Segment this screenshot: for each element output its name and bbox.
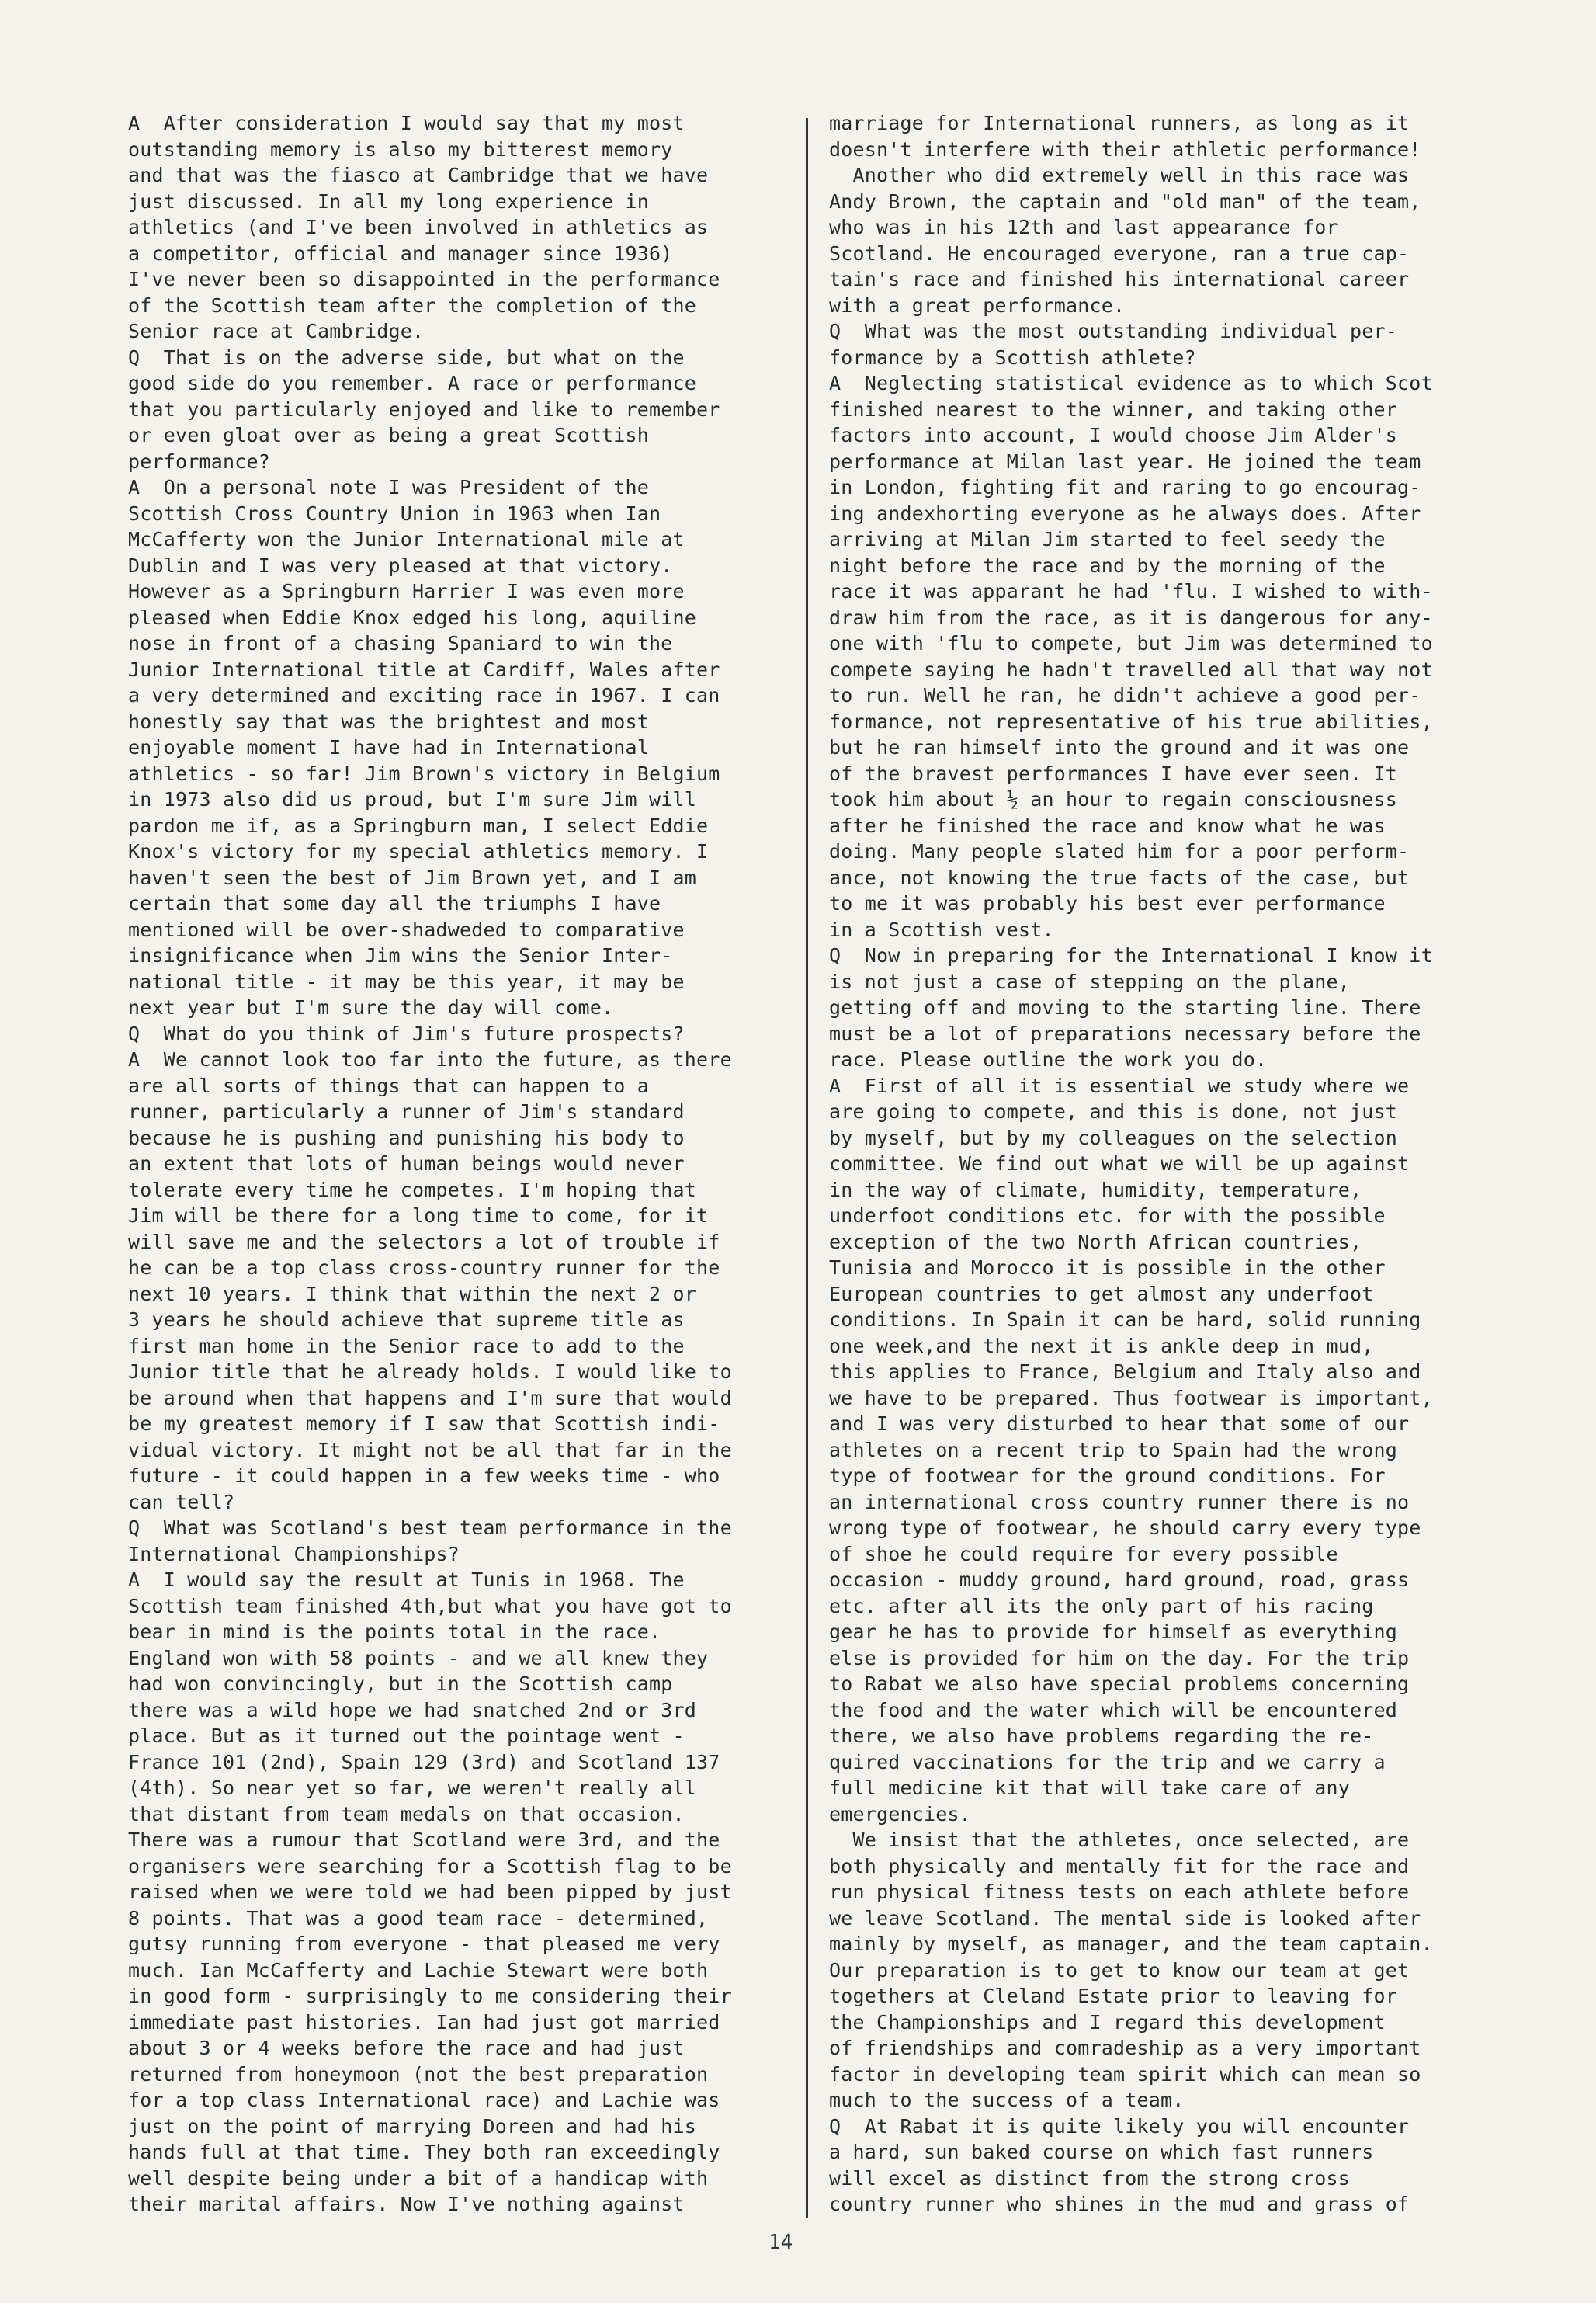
text-line: Dublin and I was very pleased at that victory. [128,554,673,577]
text-line: good side do you remember. A race or performance [128,372,697,394]
column-divider [806,118,808,2218]
text-line: to me it was probably his best ever performance [829,892,1386,915]
text-line: and that was the fiasco at Cambridge that we have [128,164,709,186]
text-line: type of footwear for the ground conditions. For [829,1464,1386,1487]
text-line: formance by a Scottish athlete? [829,346,1196,369]
text-line: run physical fitness tests on each athlete before [829,1881,1410,1903]
text-line: of the bravest performances I have ever seen. It [829,762,1398,785]
text-line: that you particularly enjoyed and like to remember [128,398,720,421]
text-line: a very determined and exciting race in 1967. I can [128,684,720,707]
text-line: but he ran himself into the ground and it was one [829,736,1410,759]
text-line: to run. Well he ran, he didn't achieve a good per- [829,684,1421,707]
text-line: Scottish Cross Country Union in 1963 when Ian [128,502,661,525]
text-line: Scottish team finished 4th,but what you have got to [128,1594,732,1617]
text-line: the Championships and I regard this development [829,2010,1386,2034]
text-line: McCafferty won the Junior International mile at [128,528,685,551]
text-line: ance, not knowing the true facts of the case, but [829,866,1410,889]
text-line: International Championships? [128,1542,460,1565]
text-line: one week,and the next it is ankle deep in mud, [829,1334,1374,1357]
text-line: one with 'flu to compete, but Jim was determined to [829,632,1433,655]
text-line: full medicine kit that will take care of any [829,1777,1351,1799]
text-line: getting off and moving to the starting line. There [829,996,1421,1019]
text-line: in 1973 also did us proud, but I'm sure Jim will [128,788,697,811]
text-line: there, we also have problems regarding the re- [829,1725,1374,1747]
text-line: mentioned will be over-shadweded to comparative [128,918,685,941]
text-line: occasion - muddy ground, hard ground, road, grass [829,1568,1410,1591]
text-line: country runner who shines in the mud and grass of [829,2193,1410,2215]
text-line: Knox's victory for my special athletics memory. I [128,840,709,863]
text-line: must be a lot of preparations necessary before the [829,1022,1421,1045]
text-line: just discussed. In all my long experience in [128,189,650,213]
text-line: draw him from the race, as it is dangerous for any- [829,606,1433,629]
text-line: raised when we were told we had been pipped by just [128,1881,732,1903]
text-line: (4th). So near yet so far, we weren't really all [128,1777,697,1799]
text-line: togethers at Cleland Estate prior to leaving for [829,1985,1398,2007]
text-line: pardon me if, as a Springburn man, I select Eddie [128,814,709,837]
text-line: of friendships and comradeship as a very important [829,2037,1421,2059]
text-line: factors into account, I would choose Jim Alder's [829,424,1398,446]
text-line: A Neglecting statistical evidence as to which Scot [829,372,1433,394]
text-line: can tell? [128,1490,235,1513]
text-line: etc. after all its the only part of his racing [829,1594,1374,1617]
text-line: performance at Milan last year. He joined the team [829,450,1421,473]
text-line: tolerate every time he competes. I'm hoping that [128,1178,697,1201]
text-line: a hard, sun baked course on which fast runners [829,2141,1374,2163]
text-line: marriage for International runners, as long as it [829,112,1410,134]
text-line: else is provided for him on the day. For the trip [829,1646,1410,1669]
text-line: A After consideration I would say that my most [128,112,685,134]
text-line: Tunisia and Morocco it is possible in the other [829,1256,1386,1279]
text-line: who was in his 12th and last appearance for [829,216,1338,238]
page-number: 14 [769,2231,793,2254]
text-line: in London, fighting fit and raring to go encourag- [829,476,1421,498]
text-line: next 10 years. I think that within the next 2 or [128,1282,697,1305]
text-line: pleased when Eddie Knox edged his long, aquiline [128,606,697,629]
text-line: arriving at Milan Jim started to feel seedy the [829,528,1386,551]
text-line: an international cross country runner there is no [829,1490,1410,1513]
text-line: because he is pushing and punishing his body to [128,1126,685,1149]
text-line: mainly by myself, as manager, and the team captain. [829,1933,1433,1955]
text-line: took him about ½ an hour to regain consciousness [829,788,1398,811]
text-line: underfoot conditions etc. for with the possible [829,1204,1386,1227]
text-line: Junior title that he already holds. I would like to [128,1360,732,1383]
text-line: there was a wild hope we had snatched 2nd or 3rd [128,1698,697,1721]
text-line: well despite being under a bit of a handicap with [128,2166,709,2190]
text-line: doing. Many people slated him for a poor perform- [829,840,1410,863]
text-line: athletics - so far! Jim Brown's victory in Belgium [128,762,720,785]
text-line: A First of all it is essential we study where we [829,1074,1410,1097]
text-line: nose in front of a chasing Spaniard to win the [128,632,673,655]
left-text-column [128,110,796,2218]
text-line: will excel as distinct from the strong cross [829,2166,1351,2190]
text-line: returned from honeymoon (not the best preparation [128,2062,709,2086]
text-line: by myself, but by my colleagues on the selection [829,1126,1398,1149]
text-line: or even gloat over as being a great Scottish [128,424,650,446]
text-line: national title - it may be this year, it may be [128,970,685,993]
text-line: race it was apparant he had 'flu. I wished to with- [829,580,1433,603]
text-line: England won with 58 points - and we all knew they [128,1646,709,1669]
text-line: gutsy running from everyone - that pleased me very [128,1933,720,1955]
text-line: enjoyable moment I have had in International [128,736,650,759]
text-line: insignificance when Jim wins the Senior Inter- [128,944,673,967]
text-line: Q That is on the adverse side, but what on the [128,346,685,369]
text-line: A I would say the result at Tunis in 1968. The [128,1568,685,1591]
text-line: outstanding memory is also my bitterest memory [128,137,673,161]
right-text-column [829,110,1497,2218]
text-line: doesn't interfere with their athletic performance! [829,137,1421,161]
text-line: immediate past histories. Ian had just got married [128,2010,720,2034]
text-line: had won convincingly, but in the Scottish camp [128,1673,673,1695]
text-line: race. Please outline the work you do. [829,1048,1268,1071]
text-line: are all sorts of things that can happen to a [128,1074,650,1097]
text-line: bear in mind is the points total in the race. [128,1620,661,1643]
text-line: honestly say that was the brightest and most [128,710,650,733]
text-line: is not just a case of stepping on the plane, [829,970,1351,993]
text-line: tain's race and finished his international career [829,268,1410,290]
text-line: night before the race and by the morning of the [829,554,1386,577]
text-line: be my greatest memory if I saw that Scottish indi- [128,1412,720,1435]
text-line: committee. We find out what we will be up against [829,1152,1410,1175]
text-line: after he finished the race and know what he was [829,814,1386,837]
text-line: emergencies. [829,1802,972,1825]
text-line: future - it could happen in a few weeks time - who [128,1464,720,1487]
text-line: A On a personal note I was President of the [128,476,650,498]
text-line: haven't seen the best of Jim Brown yet, and I am [128,866,697,889]
text-line: in good form - surprisingly to me considering their [128,1985,732,2007]
text-line: the food and the water which will be encountered [829,1698,1398,1721]
text-line: 8 points. That was a good team race - determined, [128,1906,709,1930]
text-line: to Rabat we also have special problems concerning [829,1673,1410,1695]
text-line: runner, particularly a runner of Jim's standard [128,1100,685,1123]
text-line: Jim will be there for a long time to come, for it [128,1204,709,1227]
text-line: about 3 or 4 weeks before the race and had just [128,2037,685,2059]
text-line: Another who did extremely well in this race was [829,164,1410,186]
text-line: quired vaccinations for the trip and we carry a [829,1750,1386,1773]
text-line: finished nearest to the winner, and taking other [829,398,1398,421]
text-line: in a Scottish vest. [829,918,1054,941]
text-line: Senior race at Cambridge. [128,320,425,342]
text-line: will save me and the selectors a lot of trouble if [128,1230,720,1253]
text-line: of the Scottish team after the completion of the [128,294,697,317]
text-line: Junior International title at Cardiff, Wales after [128,658,720,681]
text-line: their marital affairs. Now I've nothing against [128,2193,685,2215]
text-line: Q What was the most outstanding individual per- [829,320,1398,342]
text-line: There was a rumour that Scotland were 3rd, and the [128,1829,720,1851]
text-line: France 101 (2nd), Spain 129 (3rd) and Scotland 137 [128,1750,720,1773]
text-line: we leave Scotland. The mental side is looked after [829,1906,1421,1930]
text-line: We insist that the athletes, once selected, are [829,1829,1410,1851]
text-line: are going to compete, and this is done, not just [829,1100,1398,1123]
text-line: athletics (and I've been involved in athletics as [128,216,709,238]
text-line: first man home in the Senior race to add to the [128,1334,685,1357]
text-line: 3 years he should achieve that supreme title as [128,1308,685,1331]
text-line: vidual victory. It might not be all that far in the [128,1438,732,1461]
text-line: Our preparation is to get to know our team at get [829,1958,1410,1982]
text-line: a competitor, official and manager since 1936) [128,241,673,265]
text-line: formance, not representative of his true abilities, [829,710,1433,733]
text-line: Q What do you think of Jim's future prospects? [128,1022,685,1045]
text-line: we have to be prepared. Thus footwear is important, [829,1386,1433,1409]
text-line: I've never been so disappointed in the performance [128,268,720,290]
text-line: A We cannot look too far into the future, as there [128,1048,732,1071]
text-line: much to the success of a team. [829,2089,1185,2111]
text-line: of shoe he could require for every possible [829,1542,1338,1565]
text-line: Q Now in preparing for the International I know it [829,944,1433,967]
text-line: compete saying he hadn't travelled all that way not [829,658,1433,681]
text-line: an extent that lots of human beings would never [128,1152,685,1175]
text-line: place. But as it turned out the pointage went - [128,1725,685,1747]
text-line: hands full at that time. They both ran exceedingly [128,2141,720,2163]
text-line: much. Ian McCafferty and Lachie Stewart were both [128,1958,709,1982]
text-line: for a top class International race) and Lachie was [128,2089,720,2111]
text-line: this applies to France, Belgium and Italy also and [829,1360,1421,1383]
text-line: wrong type of footwear, he should carry every type [829,1516,1421,1539]
text-line: both physically and mentally fit for the race and [829,1854,1410,1877]
text-line: factor in developing team spirit which can mean so [829,2062,1421,2086]
text-line: ing andexhorting everyone as he always does. After [829,502,1421,525]
text-line: with a great performance. [829,294,1126,317]
text-line: Andy Brown, the captain and "old man" of the team, [829,189,1421,213]
text-line: that distant from team medals on that occasion. [128,1802,685,1825]
text-line: European countries to get almost any underfoot [829,1282,1374,1305]
text-line: be around when that happens and I'm sure that would [128,1386,732,1409]
text-line: and I was very disturbed to hear that some of our [829,1412,1410,1435]
text-line: organisers were searching for a Scottish flag to be [128,1854,732,1877]
text-line: next year but I'm sure the day will come. [128,996,614,1019]
text-line: Q What was Scotland's best team performance in the [128,1516,732,1539]
text-line: However as a Springburn Harrier I was even more [128,580,685,603]
text-line: in the way of climate, humidity, temperature, [829,1178,1362,1201]
text-line: athletes on a recent trip to Spain had the wrong [829,1438,1398,1461]
text-line: performance? [128,450,271,473]
text-line: Q At Rabat it is quite likely you will encounter [829,2114,1410,2138]
text-line: exception of the two North African countries, [829,1230,1362,1253]
text-line: conditions. In Spain it can be hard, solid running [829,1308,1421,1331]
text-line: certain that some day all the triumphs I have [128,892,661,915]
text-line: just on the point of marrying Doreen and had his [128,2114,697,2138]
text-line: gear he has to provide for himself as everything [829,1620,1398,1643]
text-line: Scotland. He encouraged everyone, ran a true cap- [829,241,1410,265]
text-line: he can be a top class cross-country runner for the [128,1256,720,1279]
